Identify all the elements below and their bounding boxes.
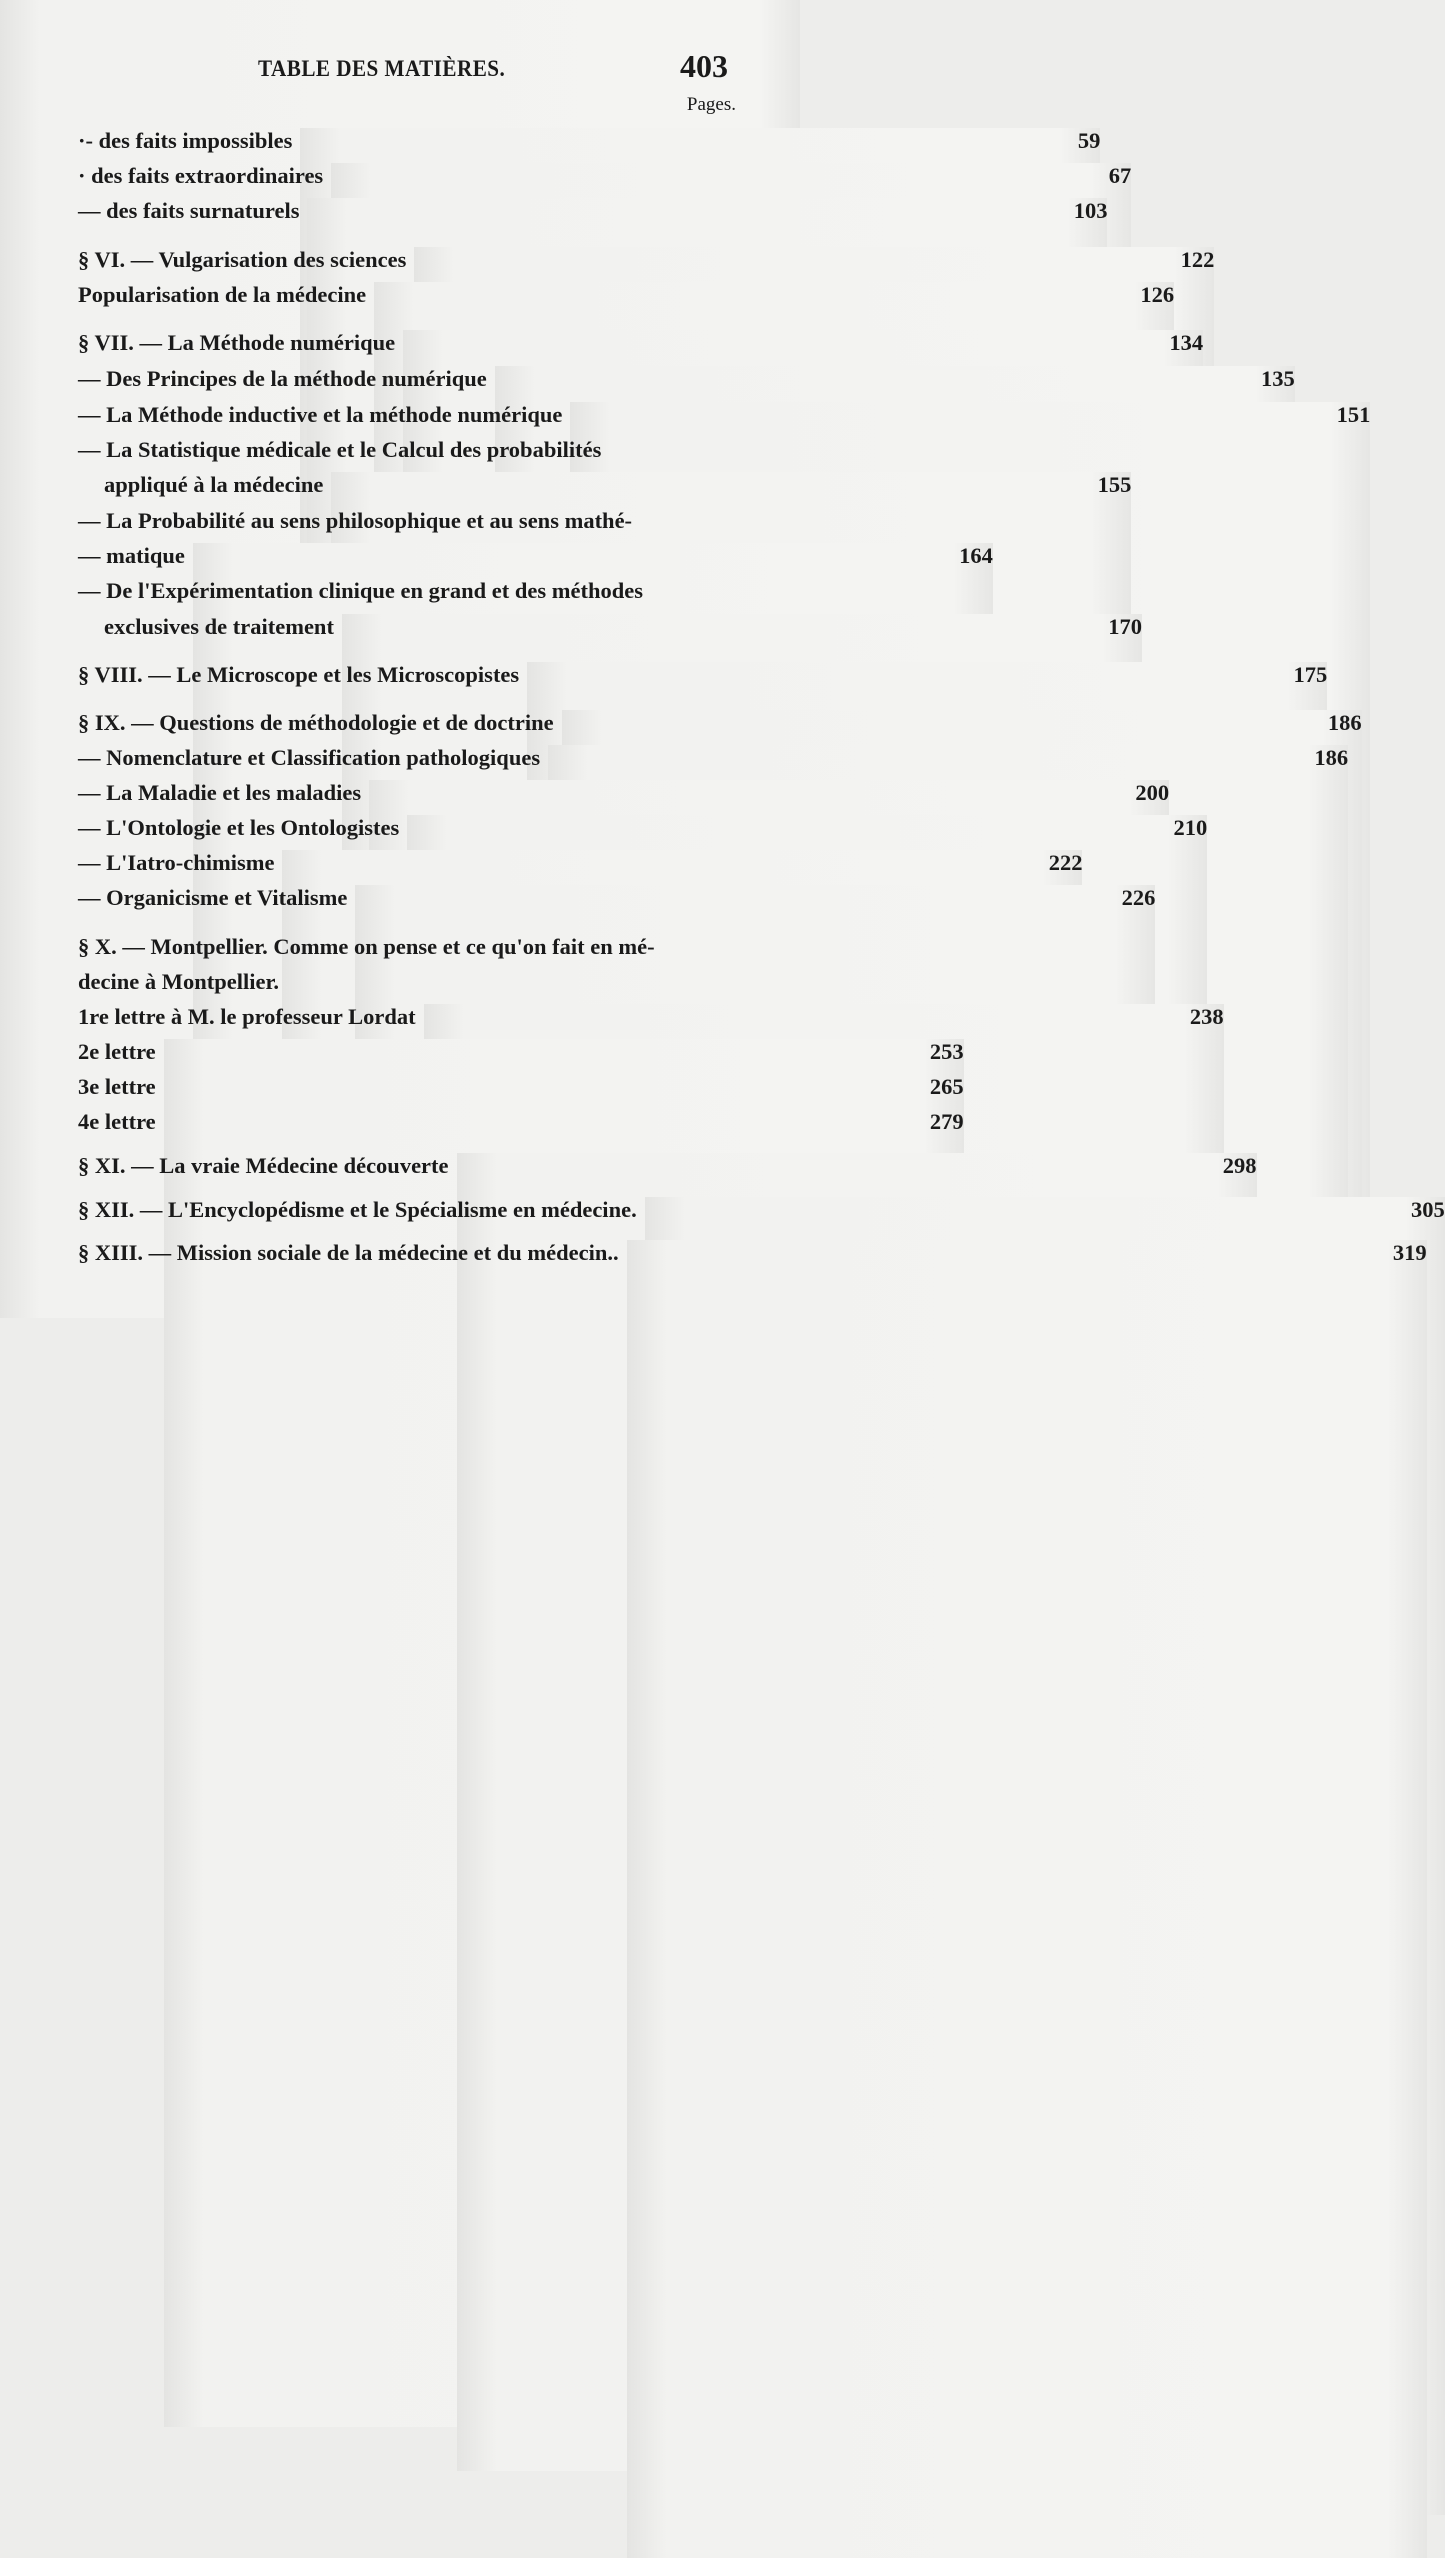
entry-title: — Organicisme et Vitalisme (78, 885, 348, 910)
toc-entry (104, 614, 1142, 648)
entry-page: 164 (193, 543, 993, 1861)
entry-title: 3e lettre (78, 1074, 156, 1099)
entry-page: 200 (369, 780, 1169, 2098)
toc-entry (78, 1109, 964, 1143)
entry-page: 186 (562, 710, 1362, 2028)
running-title: TABLE DES MATIÈRES. (258, 56, 506, 81)
toc-entry (78, 1074, 964, 1108)
toc-entry (78, 1197, 1445, 1231)
page-number: 403 (680, 48, 728, 84)
entry-title: 4e lettre (78, 1109, 156, 1134)
entry-title: — des faits surnaturels (78, 198, 300, 223)
entry-title: § VI. — Vulgarisation des sciences (78, 247, 407, 272)
entry-title: decine à Montpellier. (78, 969, 280, 994)
entry-title: — L'Iatro-chimisme (78, 850, 275, 875)
entry-page: 210 (407, 815, 1207, 2133)
toc-entry (78, 282, 1175, 316)
toc-entry (78, 662, 1328, 696)
entry-title: exclusives de traitement (104, 614, 334, 639)
toc-entry (78, 247, 1215, 281)
entry-title: — La Probabilité au sens philosophique et au sens mathé- (78, 508, 633, 533)
entry-title: · des faits extraordinaires (78, 163, 324, 188)
toc-entry (104, 472, 1132, 506)
entry-title: § XI. — La vraie Médecine découverte (78, 1153, 449, 1178)
toc-entry (78, 437, 736, 471)
toc-entry (78, 1153, 1257, 1187)
entry-title: — Nomenclature et Classification pathologiques (78, 745, 541, 770)
entry-page: 151 (570, 402, 1370, 1720)
entry-title: Popularisation de la médecine (78, 282, 367, 307)
entry-page: 135 (495, 366, 1295, 1684)
entry-page: 226 (355, 885, 1155, 2203)
toc-entry (78, 1004, 1224, 1038)
entry-page: 122 (414, 247, 1214, 1565)
toc-entry (78, 710, 1362, 744)
entry-page: 319 (627, 1240, 1427, 2558)
entry-page: 298 (457, 1153, 1257, 2471)
entry-title: 2e lettre (78, 1039, 156, 1064)
toc-entry (78, 934, 736, 968)
entry-title: — matique (78, 543, 185, 568)
entry-page: 103 (307, 198, 1107, 1516)
toc-entry (78, 543, 993, 577)
entry-title: § XIII. — Mission sociale de la médecine et du médecin.. (78, 1240, 619, 1265)
entry-title: — Des Principes de la méthode numérique (78, 366, 487, 391)
entry-page: 238 (424, 1004, 1224, 2322)
entry-page: 279 (164, 1109, 964, 2427)
toc-entry (78, 850, 1083, 884)
entry-page: 134 (403, 330, 1203, 1648)
toc-entry (78, 163, 1132, 197)
toc-entry (78, 198, 1108, 232)
entry-page: 59 (300, 128, 1100, 1446)
entry-title: 1re lettre à M. le professeur Lordat (78, 1004, 416, 1029)
toc-entry (78, 885, 1156, 919)
entry-title: — La Statistique médicale et le Calcul des probabilités (78, 437, 602, 462)
entry-title: — La Maladie et les maladies (78, 780, 362, 805)
entry-page: 305 (645, 1197, 1445, 2515)
entry-page: 265 (164, 1074, 964, 2392)
entry-title: appliqué à la médecine (104, 472, 324, 497)
entry-page: 175 (527, 662, 1327, 1980)
toc-entry (78, 578, 736, 612)
entry-title: § XII. — L'Encyclopédisme et le Spécialisme en médecine. (78, 1197, 637, 1222)
entry-title: § VIII. — Le Microscope et les Microscopistes (78, 662, 520, 687)
pages-column-label: Pages. (686, 94, 736, 115)
entry-title: § X. — Montpellier. Comme on pense et ce qu'on fait en mé- (78, 934, 655, 959)
entry-title: — L'Ontologie et les Ontologistes (78, 815, 400, 840)
toc-entry (78, 815, 1208, 849)
entry-title: — La Méthode inductive et la méthode numérique (78, 402, 563, 427)
entry-page: 186 (548, 745, 1348, 2063)
toc-entry (78, 780, 1170, 814)
entry-title: § VII. — La Méthode numérique (78, 330, 396, 355)
toc-entry (78, 1240, 1427, 1274)
entry-title: § IX. — Questions de méthodologie et de doctrine (78, 710, 554, 735)
entry-page: 126 (374, 282, 1174, 1600)
toc-entry (78, 1039, 964, 1073)
entry-page: 170 (342, 614, 1142, 1932)
toc-entry (78, 402, 1371, 436)
entry-title: ·- des faits impossibles (78, 128, 293, 153)
toc-entry (78, 508, 736, 542)
toc-entry (78, 745, 1349, 779)
entry-page: 222 (282, 850, 1082, 2168)
entry-page: 67 (331, 163, 1131, 1481)
toc-entry (78, 330, 1204, 364)
entry-page: 253 (164, 1039, 964, 2357)
toc-entry (78, 128, 1101, 162)
entry-page: 155 (331, 472, 1131, 1790)
toc-entry (78, 969, 736, 1003)
entry-title: — De l'Expérimentation clinique en grand et des méthodes (78, 578, 643, 603)
toc-entry (78, 366, 1295, 400)
